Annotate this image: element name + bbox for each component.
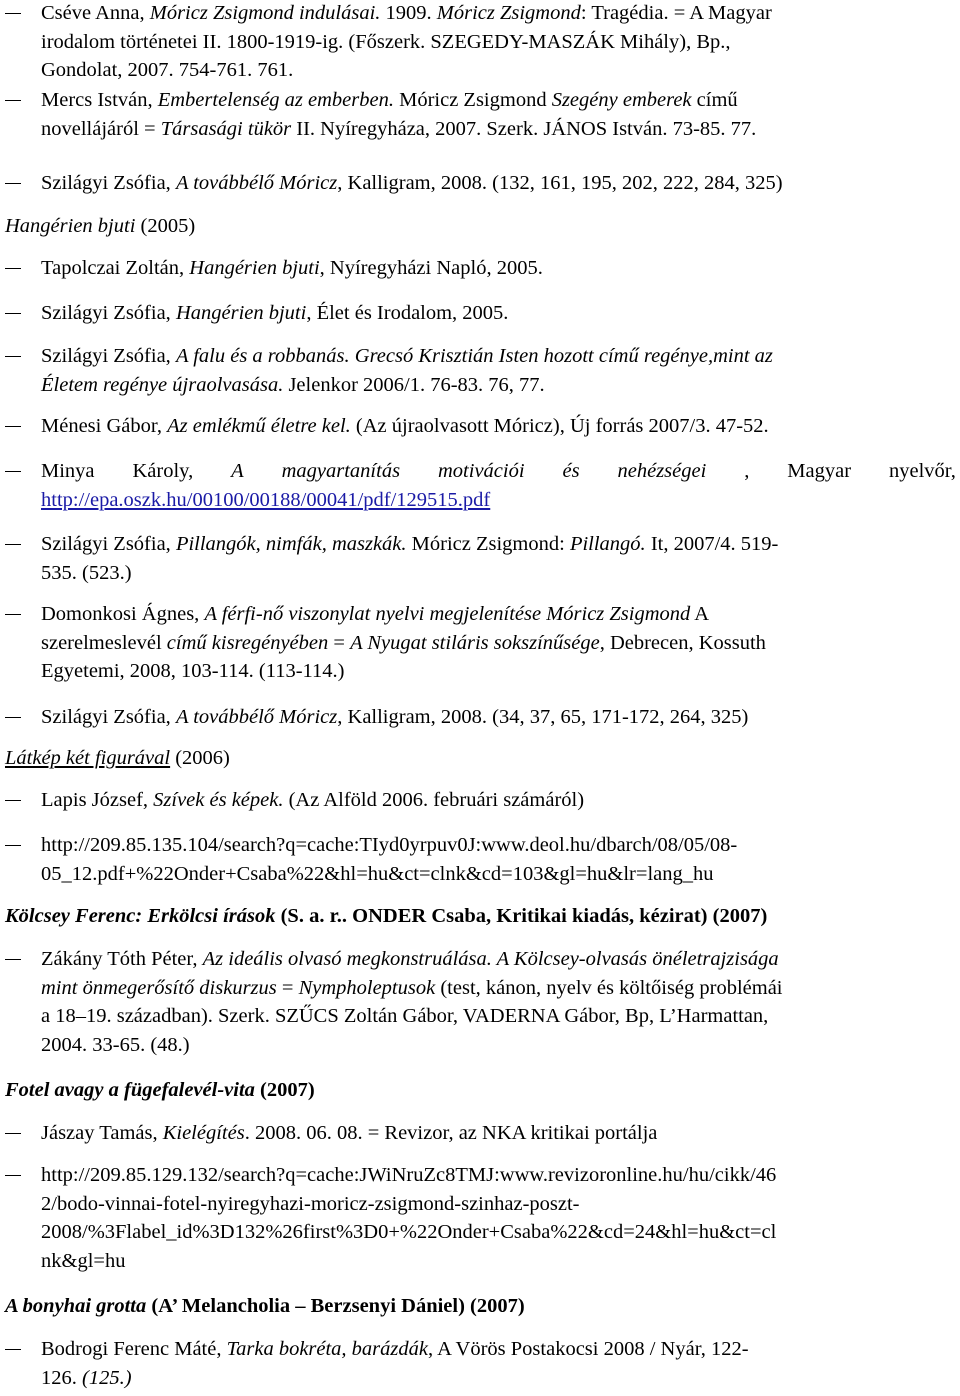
text-segment: Jelenkor 2006/1. 76-83. 76, 77. xyxy=(283,373,545,396)
text-segment: Kölcsey Ferenc: Erkölcsi írások xyxy=(5,905,276,927)
text-segment: = xyxy=(328,631,351,654)
text-segment: Móricz Zsigmond indulásai. xyxy=(149,2,386,24)
text-segment: Károly, xyxy=(132,460,194,482)
text-segment: (A’ Melancholia ‒ Berzsenyi Dániel) (2007) xyxy=(146,1295,525,1317)
text-segment: (125.) xyxy=(82,1366,132,1389)
text-segment: című kisregényében xyxy=(166,631,329,654)
section-title xyxy=(5,1293,956,1319)
entry-line xyxy=(41,255,956,281)
text-segment: (2006) xyxy=(170,747,230,769)
text-segment: = xyxy=(276,976,299,999)
text-segment: Bodrogi Ferenc Máté, xyxy=(41,1338,227,1360)
text-segment: Jászay Tamás, xyxy=(41,1122,163,1144)
text-segment: http://209.85.135.104/search?q=cache:TIyd0yrpuv0J:www.deol.hu/dbarch/08/05/08- xyxy=(41,834,738,856)
text-segment: (2007) xyxy=(254,1079,315,1101)
text-segment: Móricz Zsigmond xyxy=(393,89,552,111)
text-segment: novellájáról = xyxy=(41,117,161,140)
text-segment: Móricz Zsigmond xyxy=(436,2,581,24)
text-segment: A Nyugat stiláris sokszínűsége xyxy=(350,631,600,654)
entry-line xyxy=(41,861,956,887)
text-segment: , Nyíregyházi Napló, 2005. xyxy=(319,257,543,279)
entry-line xyxy=(41,1365,956,1391)
text-segment: Az emlékmű életre kel. xyxy=(167,415,351,437)
text-segment: nyelvőr, xyxy=(889,460,956,482)
entry-line xyxy=(41,1162,956,1188)
text-segment: mint önmegerősítő diskurzus xyxy=(41,976,277,999)
text-segment: Szegény emberek xyxy=(551,89,692,111)
text-segment: 2004. 33-65. (48.) xyxy=(41,1034,190,1057)
entry-line xyxy=(41,601,956,627)
entry-line xyxy=(41,116,956,142)
text-segment: 2/bodo-vinnai-fotel-nyiregyhazi-moricz-zsigmond-szinhaz-poszt- xyxy=(41,1192,580,1215)
text-segment: Lapis József, xyxy=(41,789,154,811)
text-segment: Zákány Tóth Péter, xyxy=(41,948,203,970)
text-segment: Szilágyi Zsófia, xyxy=(41,533,176,555)
entry-line xyxy=(41,630,956,656)
dash-bullet-icon xyxy=(5,426,21,427)
entry-line xyxy=(41,787,956,813)
text-segment: Szilágyi Zsófia, xyxy=(41,172,176,194)
text-segment: (Az újraolvasott Móricz), Új forrás 2007/3. 47-52. xyxy=(350,415,769,437)
text-segment: A férfi-nő viszonylat nyelvi megjelenítése Móricz Zsigmond xyxy=(204,603,691,625)
text-segment: motivációi xyxy=(438,460,525,482)
entry-line xyxy=(41,1120,956,1146)
text-segment: 535. (523.) xyxy=(41,561,132,584)
text-segment: Pillangók, nimfák, maszkák. xyxy=(175,533,407,555)
entry-line xyxy=(41,170,956,196)
dash-bullet-icon xyxy=(5,717,21,718)
text-segment: , A Vörös Postakocsi 2008 / Nyár, 122- xyxy=(428,1338,749,1360)
text-segment: Domonkosi Ágnes, xyxy=(41,603,205,625)
text-segment: Tarka bokréta, barázdák xyxy=(226,1338,428,1360)
text-segment: és xyxy=(562,460,580,482)
text-segment: Társasági tükör xyxy=(160,117,292,140)
text-segment: , Kalligram, 2008. (132, 161, 195, 202, 222, 284, 325) xyxy=(337,172,783,194)
section-title xyxy=(5,1077,956,1103)
text-segment: Ménesi Gábor, xyxy=(41,415,168,437)
entry-line xyxy=(41,413,956,439)
text-segment: II. Nyíregyháza, 2007. Szerk. JÁNOS István. 73-85. 77. xyxy=(291,117,757,140)
text-segment: A továbbélő Móricz xyxy=(175,706,338,728)
text-segment: Grecsó Krisztián Isten hozott című regénye,mint az xyxy=(354,345,773,367)
text-segment: Hangérien bjuti xyxy=(189,257,320,279)
entry-line xyxy=(41,1003,956,1029)
url-link[interactable]: http://epa.oszk.hu/00100/00188/00041/pdf/129515.pdf xyxy=(41,488,491,511)
dash-bullet-icon xyxy=(5,544,21,545)
text-segment: Mercs István, xyxy=(41,89,158,111)
text-segment: 05_12.pdf+%22Onder+Csaba%22&hl=hu&ct=clnk&cd=103&gl=hu&lr=lang_hu xyxy=(41,862,714,885)
text-segment: Látkép két figurával xyxy=(5,747,171,769)
text-segment: szerelmeslevél xyxy=(41,631,167,654)
dash-bullet-icon xyxy=(5,614,21,615)
entry-line xyxy=(41,704,956,730)
text-segment: Móricz Zsigmond: xyxy=(406,533,570,555)
text-segment: A bonyhai grotta xyxy=(5,1295,147,1317)
text-segment: nehézségei xyxy=(617,460,707,482)
entry-line xyxy=(41,658,956,684)
text-segment: Pillangó. xyxy=(569,533,646,555)
entry-line xyxy=(41,29,956,55)
entry-line xyxy=(41,1248,956,1274)
text-segment: , Élet és Irodalom, 2005. xyxy=(306,302,509,324)
text-segment: Magyar xyxy=(787,460,852,482)
entry-line xyxy=(41,531,956,557)
text-segment: Szívek és képek. xyxy=(153,789,284,811)
entry-line xyxy=(41,832,956,858)
entry-line xyxy=(41,946,956,972)
text-segment: . 2008. 06. 08. = Revizor, az NKA kritikai portálja xyxy=(244,1122,658,1144)
text-segment: Fotel avagy a fügefalevél-vita xyxy=(5,1079,255,1101)
text-segment: magyartanítás xyxy=(281,460,401,482)
dash-bullet-icon xyxy=(5,471,21,472)
dash-bullet-icon xyxy=(5,356,21,357)
dash-bullet-icon xyxy=(5,183,21,184)
entry-line xyxy=(41,1336,956,1362)
text-segment: Cséve Anna, xyxy=(41,2,150,24)
text-segment: 126. xyxy=(41,1366,82,1389)
text-segment: Szilágyi Zsófia, xyxy=(41,302,176,324)
entry-line xyxy=(41,0,956,26)
section-title xyxy=(5,213,956,239)
text-segment: a 18‒19. században). Szerk. SZŰCS Zoltán Gábor, VADERNA Gábor, Bp, L’Harmattan, xyxy=(41,1005,769,1028)
entry-line xyxy=(41,372,956,398)
text-segment: (Az Alföld 2006. februári számáról) xyxy=(283,789,585,811)
text-segment: (S. a. r.. ONDER Csaba, Kritikai kiadás, kézirat) (2007) xyxy=(275,905,768,927)
entry-line xyxy=(41,300,956,326)
entry-line xyxy=(41,458,956,484)
dash-bullet-icon xyxy=(5,845,21,846)
entry-line xyxy=(41,57,956,83)
text-segment: , xyxy=(744,460,750,482)
text-segment: A xyxy=(690,603,710,625)
text-segment: , Kalligram, 2008. (34, 37, 65, 171-172, 264, 325) xyxy=(337,706,749,728)
text-segment: című xyxy=(691,89,738,111)
text-segment: Hangérien bjuti xyxy=(5,215,136,237)
text-segment: Minya xyxy=(41,460,95,482)
section-title xyxy=(5,745,956,771)
text-segment: Kielégítés xyxy=(162,1122,245,1144)
text-segment: irodalom történetei II. 1800-1919-ig. (Főszerk. SZEGEDY-MASZÁK Mihály), Bp., xyxy=(41,30,731,53)
text-segment: Szilágyi Zsófia, xyxy=(41,345,176,367)
dash-bullet-icon xyxy=(5,959,21,960)
entry-line xyxy=(41,1191,956,1217)
text-segment: Embertelenség az emberben. xyxy=(157,89,394,111)
dash-bullet-icon xyxy=(5,1349,21,1350)
section-title xyxy=(5,903,956,929)
dash-bullet-icon xyxy=(5,1133,21,1134)
text-segment: (test, kánon, nyelv és költőiség problémái xyxy=(435,976,783,999)
text-segment: Egyetemi, 2008, 103-114. (113-114.) xyxy=(41,660,345,683)
text-segment: Tapolczai Zoltán, xyxy=(41,257,190,279)
text-segment: A továbbélő Móricz xyxy=(175,172,338,194)
entry-line xyxy=(41,560,956,586)
text-segment: , Debrecen, Kossuth xyxy=(599,631,766,654)
text-segment: : Tragédia. = A Magyar xyxy=(580,2,772,24)
text-segment: Hangérien bjuti xyxy=(175,302,307,324)
entry-line xyxy=(41,1219,956,1245)
dash-bullet-icon xyxy=(5,268,21,269)
dash-bullet-icon xyxy=(5,313,21,314)
entry-line xyxy=(41,87,956,113)
text-segment: 1909. xyxy=(385,2,437,24)
dash-bullet-icon xyxy=(5,1175,21,1176)
entry-line xyxy=(41,975,956,1001)
text-segment: (2005) xyxy=(135,215,196,237)
text-segment: nk&gl=hu xyxy=(41,1250,126,1273)
dash-bullet-icon xyxy=(5,100,21,101)
entry-line xyxy=(41,343,956,369)
text-segment: Az ideális olvasó megkonstruálása. A Kölcsey-olvasás önéletrajzisága xyxy=(202,948,779,970)
text-segment: A xyxy=(231,460,244,482)
text-segment: Életem regénye újraolvasása. xyxy=(41,373,284,396)
entry-line xyxy=(41,487,956,513)
text-segment: http://209.85.129.132/search?q=cache:JWiNruZc8TMJ:www.revizoronline.hu/hu/cikk/46 xyxy=(41,1164,777,1186)
text-segment: Szilágyi Zsófia, xyxy=(41,706,176,728)
text-segment: It, 2007/4. 519- xyxy=(645,533,779,555)
dash-bullet-icon xyxy=(5,13,21,14)
entry-line xyxy=(41,1032,956,1058)
text-segment: A falu és a robbanás. xyxy=(175,345,350,367)
text-segment: 2008/%3Flabel_id%3D132%26first%3D0+%22Onder+Csaba%22&cd=24&hl=hu&ct=cl xyxy=(41,1221,777,1244)
text-segment: Gondolat, 2007. 754-761. 761. xyxy=(41,59,294,82)
dash-bullet-icon xyxy=(5,800,21,801)
text-segment: Nympholeptusok xyxy=(298,976,436,999)
